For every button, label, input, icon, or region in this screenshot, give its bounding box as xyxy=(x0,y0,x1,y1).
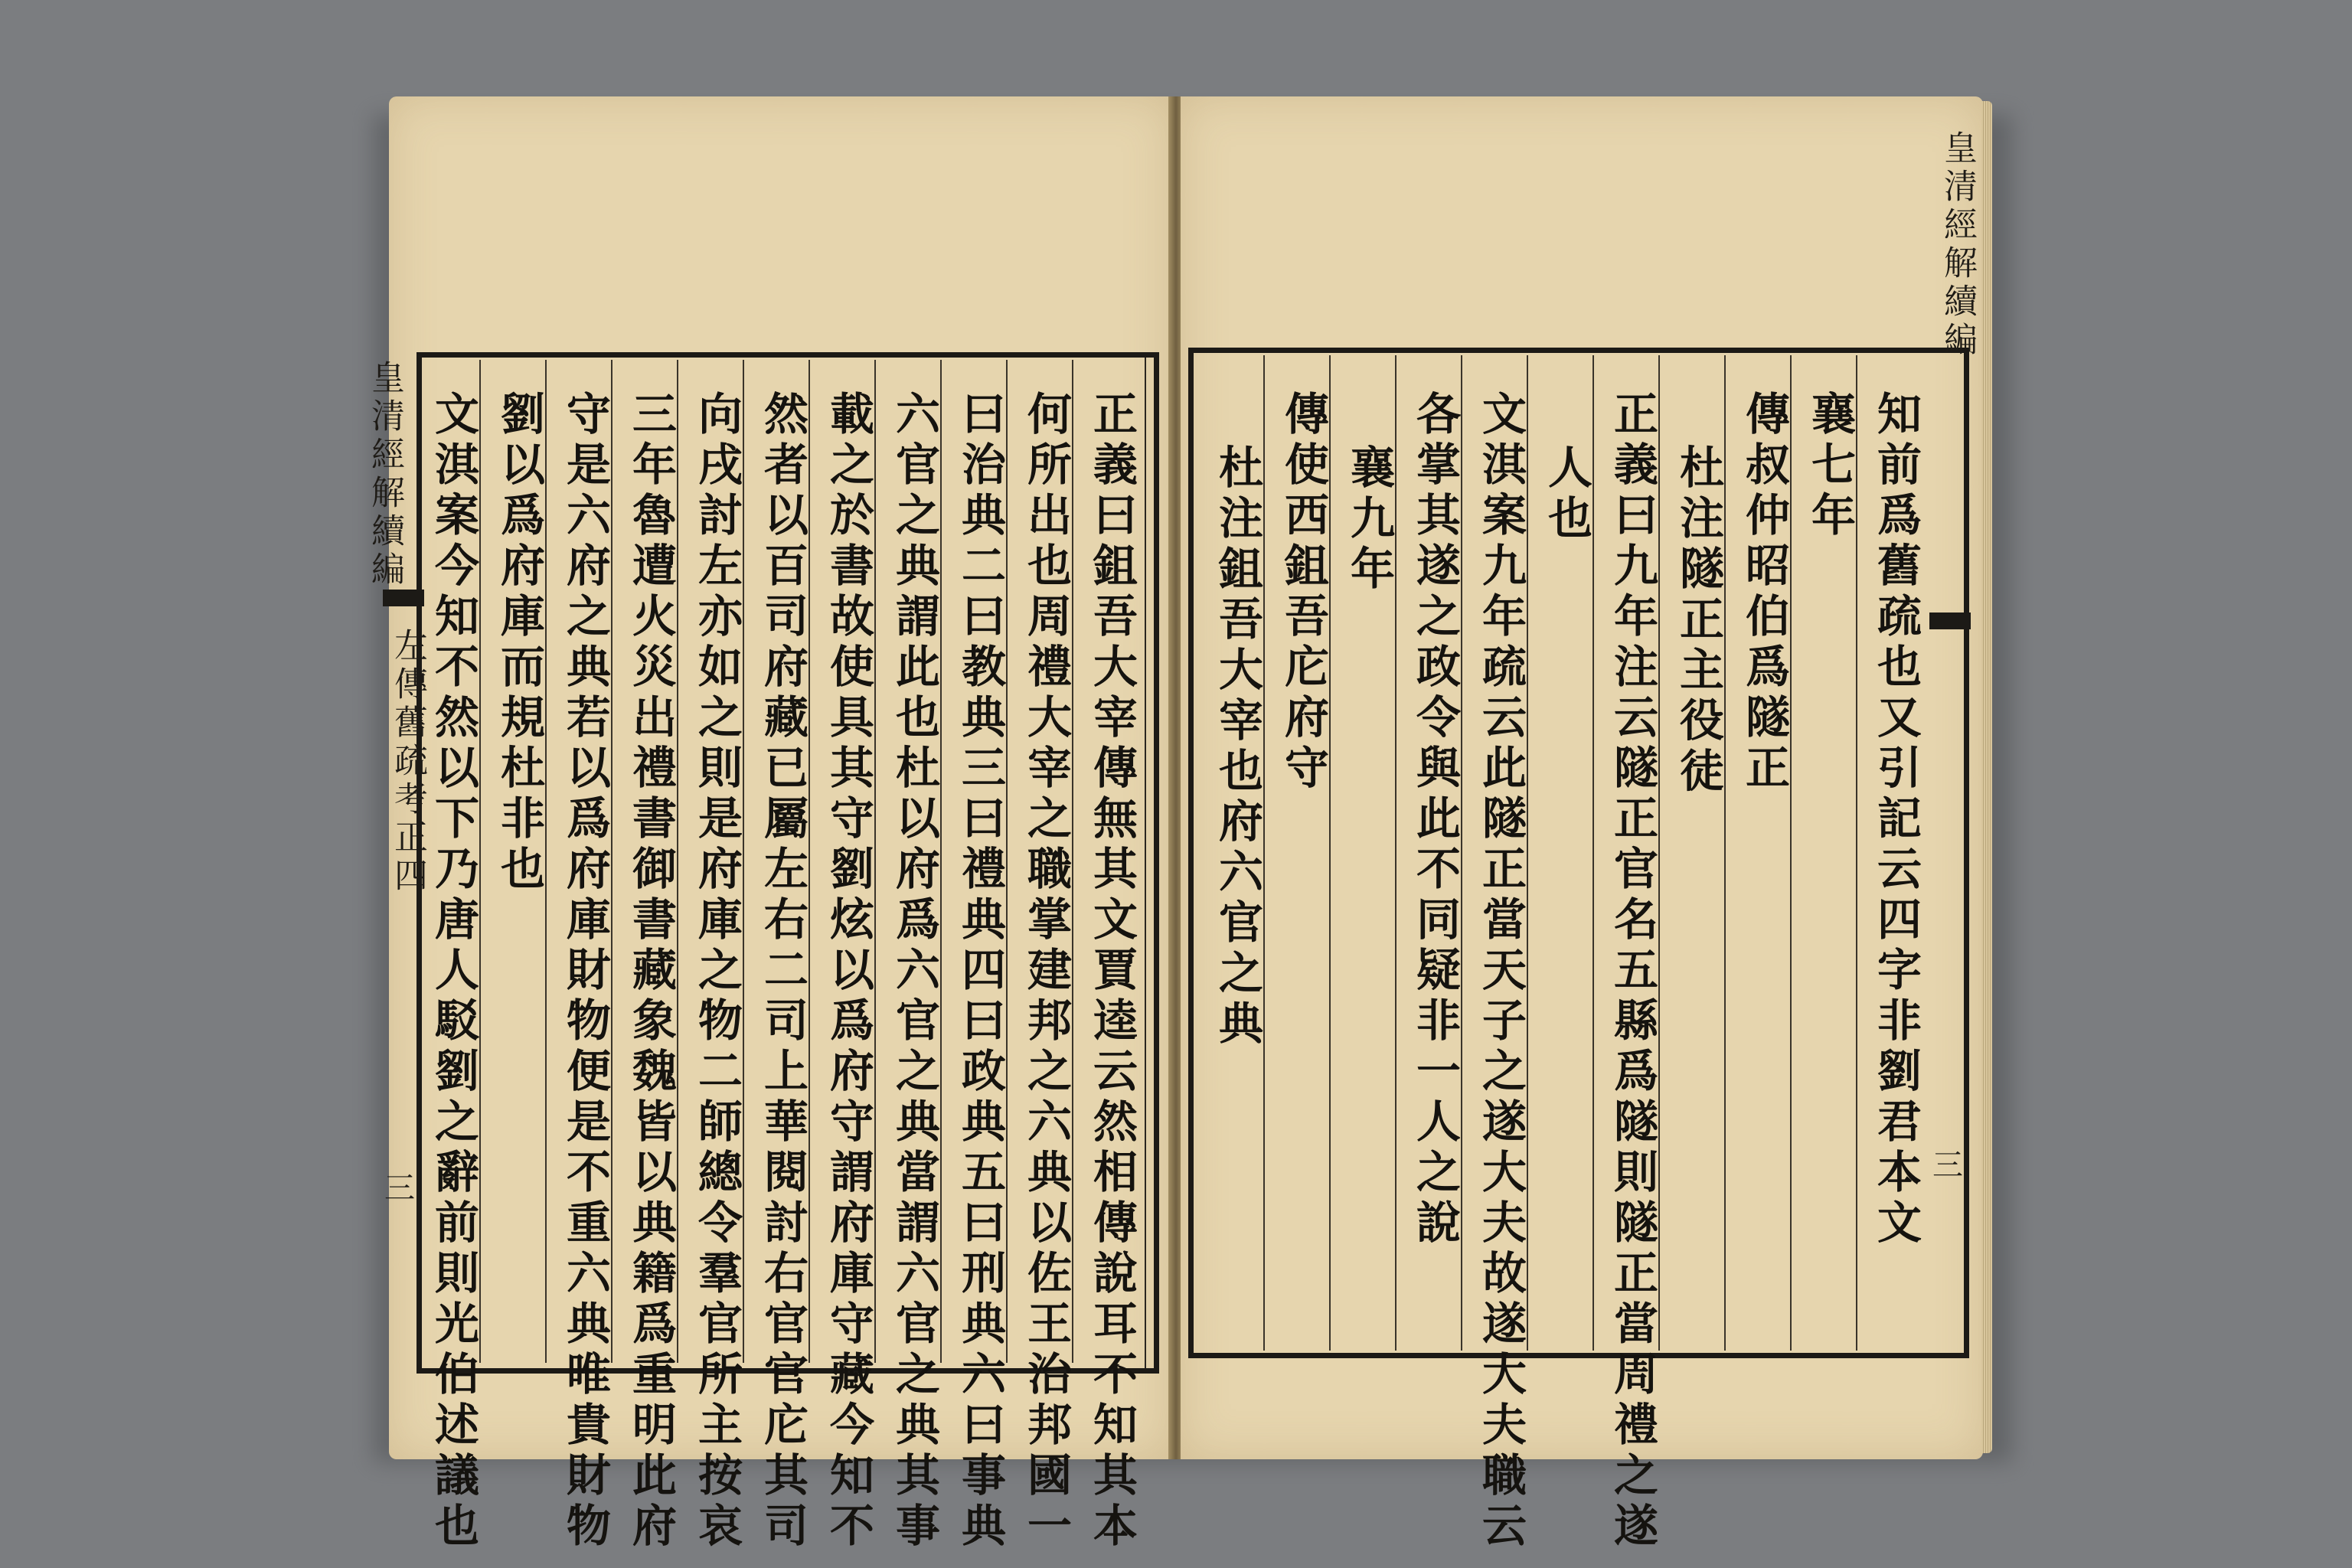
text-column: 六官之典謂此也杜以府爲六官之典當謂六官之典其事 xyxy=(888,390,940,1553)
right-margin-title: 皇清經解續編 xyxy=(1938,130,1977,360)
page-edges xyxy=(1981,101,1992,1453)
left-leaf-number: 三 xyxy=(384,1171,415,1206)
text-column: 載之於書故使具其守劉炫以爲府守謂府庫守藏今知不 xyxy=(822,390,874,1553)
text-column: 襄七年 xyxy=(1804,390,1856,542)
fishtail-mark xyxy=(1929,612,1971,629)
left-margin-title: 皇清經解續編 xyxy=(365,360,404,590)
left-margin-subtitle: 左傳舊疏考正四 xyxy=(388,628,427,896)
text-column: 正義曰九年注云隧正官名五縣爲隧則隧正當周禮之遂 xyxy=(1606,390,1658,1553)
text-column: 文淇案今知不然以下乃唐人駁劉之辭前則光伯述議也 xyxy=(427,390,479,1553)
text-column: 知前爲舊疏也又引記云四字非劉君本文 xyxy=(1870,390,1922,1250)
text-column: 杜注鉏吾大宰也府六官之典 xyxy=(1211,444,1263,1050)
text-column: 曰治典二曰教典三曰禮典四曰政典五曰刑典六曰事典 xyxy=(954,390,1006,1553)
fishtail-mark xyxy=(383,590,424,606)
text-column: 人也 xyxy=(1540,444,1592,545)
text-column: 何所出也周禮大宰之職掌建邦之六典以佐王治邦國一 xyxy=(1020,390,1072,1553)
text-column: 向戌討左亦如之則是府庫之物二師總令羣官所主按哀 xyxy=(691,390,743,1553)
text-column: 傳使西鉏吾庀府守 xyxy=(1277,390,1329,795)
text-column: 傳叔仲昭伯爲隧正 xyxy=(1738,390,1790,795)
right-leaf-number: 三 xyxy=(1932,1148,1963,1183)
text-column: 襄九年 xyxy=(1343,444,1395,596)
text-column: 三年魯遭火災出禮書御書藏象魏皆以典籍爲重明此府 xyxy=(625,390,677,1553)
text-column: 守是六府之典若以爲府庫財物便是不重六典唯貴財物 xyxy=(559,390,611,1553)
frame-inner-rule xyxy=(1145,358,1146,1368)
text-column: 正義曰鉏吾大宰傳無其文賈逵云然相傳說耳不知其本 xyxy=(1086,390,1138,1553)
text-column: 文淇案九年疏云此隧正當天子之遂大夫故遂大夫職云 xyxy=(1475,390,1527,1553)
text-column: 劉以爲府庫而規杜非也 xyxy=(493,390,545,896)
text-column: 各掌其遂之政令與此不同疑非一人之說 xyxy=(1409,390,1461,1250)
text-column: 杜注隧正主役徒 xyxy=(1672,444,1724,798)
text-column: 然者以百司府藏已屬左右二司上華閱討右官官庀其司 xyxy=(756,390,808,1553)
